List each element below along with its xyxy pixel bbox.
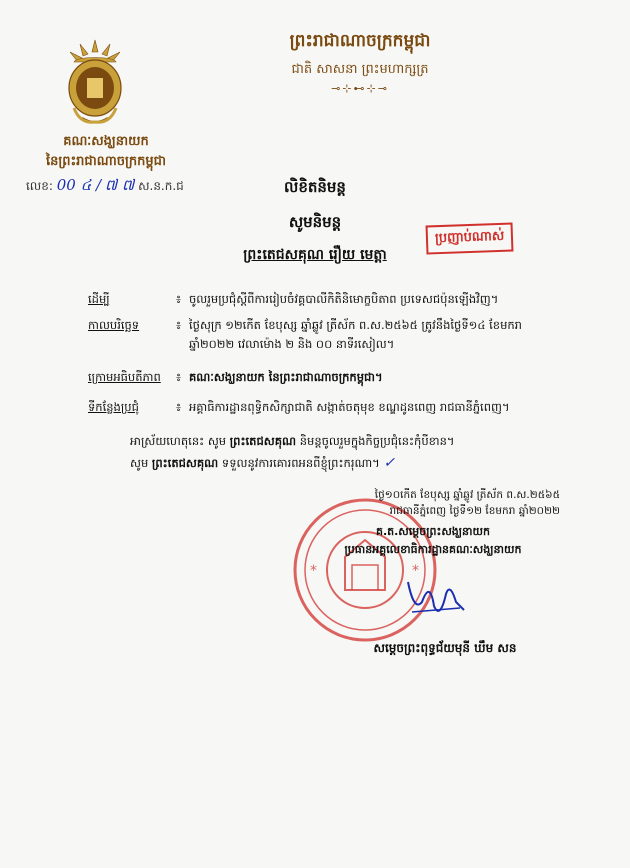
issuer-subname: នៃព្រះរាជាណាចក្រកម្ពុជា bbox=[45, 154, 167, 169]
field-colon: ៖ bbox=[176, 370, 182, 384]
field-value: ថ្ងៃសុក្រ ១២កើត ខែបុស្ស ឆ្នាំឆ្លូវ ត្រីស័ក ព.ស.២៥៦៥ ត្រូវនឹងថ្ងៃទី១៤ ខែមករា ឆ្នាំ២០២២ វេលាម៉ោង ២ និង ០០ នាទីរសៀល។ bbox=[189, 318, 522, 351]
body-paragraph bbox=[130, 432, 550, 451]
svg-text:*: * bbox=[412, 563, 419, 579]
svg-text:*: * bbox=[310, 563, 317, 579]
field-colon: ៖ bbox=[176, 318, 182, 332]
body-honorific: ព្រះតេជសគុណ bbox=[151, 456, 219, 470]
signature-date bbox=[300, 487, 560, 519]
ornament-divider: ⊸⊹⊷⊹⊸ bbox=[331, 82, 389, 95]
field-colon: ៖ bbox=[176, 400, 182, 414]
issuer-name: គណៈសង្ឃនាយក bbox=[63, 134, 149, 149]
ref-number: 00 ៤ / bbox=[56, 176, 102, 194]
field-row bbox=[88, 368, 558, 387]
document-type: លិខិតនិមន្ត bbox=[284, 178, 346, 196]
field-row bbox=[88, 290, 558, 309]
field-colon: ៖ bbox=[176, 292, 182, 306]
signer-name: សម្តេចព្រះពុទ្ធជ័យមុនី ឃឹម សន bbox=[373, 641, 517, 655]
body-text: អាស្រ័យហេតុនេះ សូម bbox=[130, 434, 227, 448]
field-label: ទីកន្លែងប្រជុំ bbox=[88, 400, 139, 414]
solar-date: រាជធានីភ្នំពេញ ថ្ងៃទី១២ ខែមករា ឆ្នាំ២០២២ bbox=[389, 505, 560, 517]
kingdom-header bbox=[210, 30, 510, 95]
field-row bbox=[88, 316, 558, 354]
body-text: សូម bbox=[130, 456, 149, 470]
body-paragraph bbox=[130, 454, 550, 473]
field-value: គណៈសង្ឃនាយក នៃព្រះរាជាណាចក្រកម្ពុជា។ bbox=[189, 370, 383, 384]
document-title: សូមនិមន្ត bbox=[288, 213, 342, 231]
recipient-name: ព្រះតេជសគុណ រឿយ មេត្តា bbox=[243, 247, 387, 263]
kingdom-name: ព្រះរាជាណាចក្រកម្ពុជា bbox=[289, 31, 431, 51]
ref-label: លេខ: bbox=[26, 179, 53, 193]
handwritten-mark: ✓ bbox=[383, 455, 396, 471]
issuer-block bbox=[26, 132, 186, 172]
signatory-title bbox=[308, 523, 558, 559]
signatory-title-line1: គ.ត.សម្ដេចព្រះសង្ឃនាយក bbox=[375, 525, 490, 538]
ref-handwritten: ៧ ៧ bbox=[104, 176, 135, 194]
field-value: ចូលរួមប្រជុំស្តីពីការរៀបចំវគ្គបាលីកិតិនិមោក្ខបិតាព ប្រទេសជប៉ុនឡើងវិញ។ bbox=[189, 292, 499, 306]
body-text: និមន្តចូលរួមក្នុងកិច្ចប្រជុំនេះកុំបីខាន។ bbox=[299, 434, 455, 448]
urgent-stamp: ប្រញាប់ណាស់ bbox=[426, 222, 514, 254]
handwritten-signature bbox=[400, 572, 470, 622]
field-label: ដើម្បី bbox=[88, 292, 110, 306]
lunar-date: ថ្ងៃ១០កើត ខែបុស្ស ឆ្នាំឆ្លូវ ត្រីស័ក ព.ស.២៥៦៥ bbox=[374, 489, 560, 501]
field-value: អគ្គាធិការដ្ឋានពុទ្ធិកសិក្សាជាតិ សង្កាត់ចតុមុខ ខណ្ឌដូនពេញ រាជធានីភ្នំពេញ។ bbox=[189, 400, 510, 414]
field-row bbox=[88, 398, 558, 417]
body-honorific: ព្រះតេជសគុណ bbox=[229, 434, 297, 448]
national-motto: ជាតិ សាសនា ព្រះមហាក្សត្រ bbox=[291, 62, 429, 77]
signatory-title-line2: ប្រធានអគ្គលេខាធិការដ្ឋានគណៈសង្ឃនាយក bbox=[344, 543, 522, 556]
body-text: ទទួលនូវការគោរពអនពីខ្ញុំព្រះករុណា។ bbox=[221, 456, 380, 470]
field-label: ក្រោមអធិបតីភាព bbox=[88, 370, 161, 384]
royal-crest-icon bbox=[60, 36, 130, 128]
ref-suffix: ស.ន.ក.ជ bbox=[138, 179, 184, 193]
field-label: កាលបរិច្ឆេទ bbox=[88, 318, 140, 332]
